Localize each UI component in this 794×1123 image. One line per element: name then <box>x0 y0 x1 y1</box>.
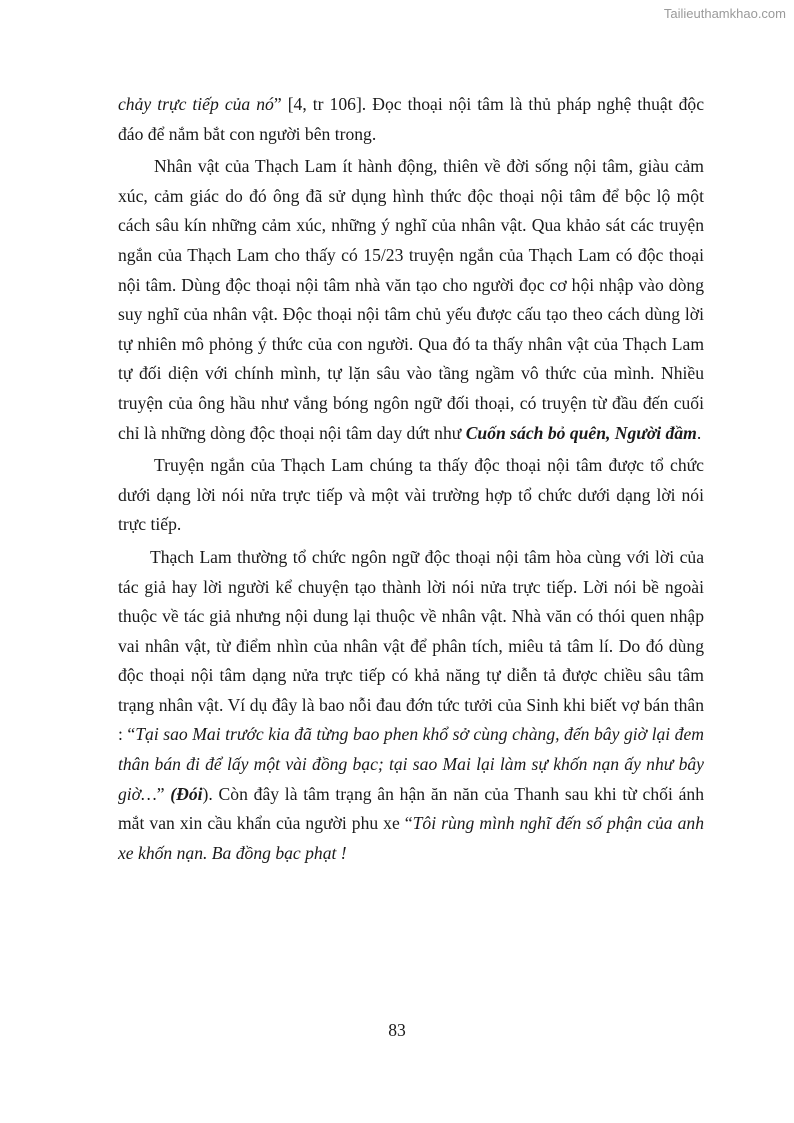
text-span: . <box>696 422 702 443</box>
page-body <box>118 90 704 868</box>
text-span: ” <box>156 783 171 804</box>
paragraph-3 <box>118 451 704 540</box>
text-span: Nhân vật của Thạch Lam ít hành động, thiên về đời sống nội tâm, giàu cảm xúc, cảm giác do đó ông đã sử dụng hình thức độc thoại nội tâm để bộc lộ một cách sâu kín những cảm xúc, những ý nghĩ của nhân vật. Qua khảo sát các truyện ngắn của Thạch Lam cho thấy có 15/23 truyện ngắn của Thạch Lam có độc thoại nội tâm. Dùng độc thoại nội tâm nhà văn tạo cho người đọc cơ hội nhập vào dòng suy nghĩ của nhân vật. Độc thoại nội tâm chủ yếu được cấu tạo theo cách dùng lời tự nhiên mô phỏng ý thức của con người. Qua đó ta thấy nhân vật của Thạch Lam tự đối diện với chính mình, tự lặn sâu vào tầng ngầm vô thức của mình. Nhiều truyện của ông hầu như vắng bóng ngôn ngữ đối thoại, có truyện từ đầu đến cuối chỉ là những dòng độc thoại nội tâm day dứt như <box>118 156 704 443</box>
book-title-doi: (Đói <box>170 783 203 804</box>
text-span: ). Còn đây là tâm trạng ân hận ăn năn của Thanh sau khi từ chối ánh mắt van xin cầu khẩn của người phu xe “ <box>118 783 704 834</box>
paragraph-4 <box>118 543 704 869</box>
book-titles: Cuốn sách bỏ quên, Người đầm <box>465 422 697 443</box>
text-span: chảy trực tiếp của nó <box>118 94 274 114</box>
page-number: 83 <box>388 1020 406 1040</box>
text-span: Thạch Lam thường tổ chức ngôn ngữ độc thoại nội tâm hòa cùng với lời của tác giả hay lời người kể chuyện tạo thành lời nói nửa trực tiếp. Lời nói bề ngoài thuộc về tác giả nhưng nội dung lại thuộc về nhân vật. Nhà văn có thói quen nhập vai nhân vật, từ điểm nhìn của nhân vật để phân tích, miêu tả tâm lí. Do đó dùng độc thoại nội tâm dạng nửa trực tiếp có khả năng tự diễn tả được chiều sâu tâm trạng nhân vật. Ví dụ đây là bao nỗi đau đớn tức tưởi của Sinh khi biết vợ bán thân : “ <box>118 546 704 745</box>
text-span: Truyện ngắn của Thạch Lam chúng ta thấy độc thoại nội tâm được tổ chức dưới dạng lời nói nửa trực tiếp và một vài trường hợp tổ chức dưới dạng lời nói trực tiếp. <box>118 455 704 535</box>
watermark-text: Tailieuthamkhao.com <box>663 6 786 21</box>
paragraph-1 <box>118 90 704 149</box>
quote-italic: Tại sao Mai trước kia đã từng bao phen khổ sở cùng chàng, đến bây giờ lại đem thân bán đi để lấy một vài đồng bạc; tại sao Mai lại làm sự khốn nạn ấy như bây giờ… <box>118 724 704 804</box>
quote-italic: Tôi rùng mình nghĩ đến số phận của anh xe khốn nạn. Ba đồng bạc phạt ! <box>118 813 704 863</box>
text-span: ” [4, tr 106]. Đọc thoại nội tâm là thủ pháp nghệ thuật độc đáo để nắm bắt con người bên trong. <box>118 94 705 144</box>
paragraph-2 <box>118 152 704 448</box>
